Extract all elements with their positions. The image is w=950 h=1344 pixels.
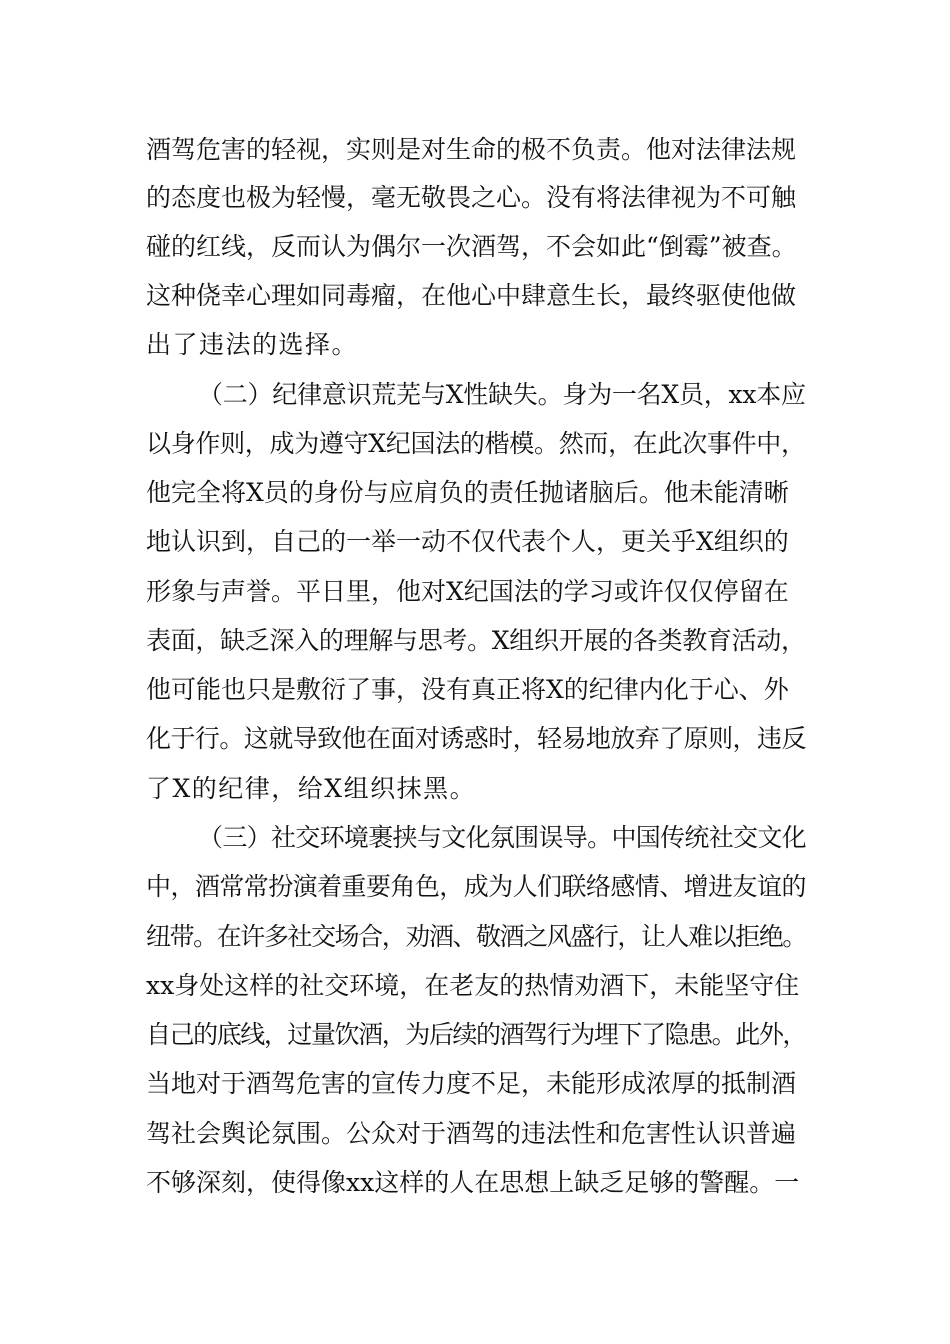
text-line: xx身处这样的社交环境，在老友的热情劝酒下，未能坚守住: [146, 971, 800, 1000]
text-line: 当地对于酒驾危害的宣传力度不足，未能形成浓厚的抵制酒: [146, 1069, 797, 1098]
text-line: 他完全将X员的身份与应肩负的责任抛诸脑后。他未能清晰: [146, 478, 789, 507]
text-line: 形象与声誉。平日里，他对X纪国法的学习或许仅仅停留在: [146, 577, 789, 606]
text-line: 自己的底线，过量饮酒，为后续的酒驾行为埋下了隐患。此外，: [146, 1020, 806, 1049]
text-line: 纽带。在许多社交场合，劝酒、敬酒之风盛行，让人难以拒绝。: [146, 922, 806, 951]
text-line: 了X的纪律，给X组织抹黑。: [146, 774, 477, 803]
text-line: 中，酒常常扮演着重要角色，成为人们联络感情、增进友谊的: [146, 872, 806, 901]
paragraph-heading-3: （三）社交环境裹挟与文化氛围误导。中国传统社交文化: [198, 823, 807, 852]
text-line: 出了违法的选择。: [146, 330, 359, 359]
text-line: 表面，缺乏深入的理解与思考。X组织开展的各类教育活动，: [146, 626, 806, 655]
text-line: 地认识到，自己的一举一动不仅代表个人，更关乎X组织的: [146, 527, 789, 556]
text-line: 酒驾危害的轻视，实则是对生命的极不负责。他对法律法规: [146, 135, 797, 164]
text-line: 的态度也极为轻慢，毫无敬畏之心。没有将法律视为不可触: [146, 183, 797, 212]
text-line: 驾社会舆论氛围。公众对于酒驾的违法性和危害性认识普遍: [146, 1119, 797, 1148]
text-line: 碰的红线，反而认为偶尔一次酒驾，不会如此“倒霉”被查。: [146, 232, 797, 261]
text-line: 不够深刻，使得像xx这样的人在思想上缺乏足够的警醒。一: [146, 1168, 800, 1197]
text-line: 他可能也只是敷衍了事，没有真正将X的纪律内化于心、外: [146, 675, 789, 704]
text-line: 化于行。这就导致他在面对诱惑时，轻易地放弃了原则，违反: [146, 724, 806, 753]
text-line: 以身作则，成为遵守X纪国法的楷模。然而，在此次事件中，: [146, 429, 806, 458]
text-line: 这种侥幸心理如同毒瘤，在他心中肆意生长，最终驱使他做: [146, 281, 797, 310]
paragraph-heading-2: （二）纪律意识荒芜与X性缺失。身为一名X员，xx本应: [198, 380, 806, 409]
